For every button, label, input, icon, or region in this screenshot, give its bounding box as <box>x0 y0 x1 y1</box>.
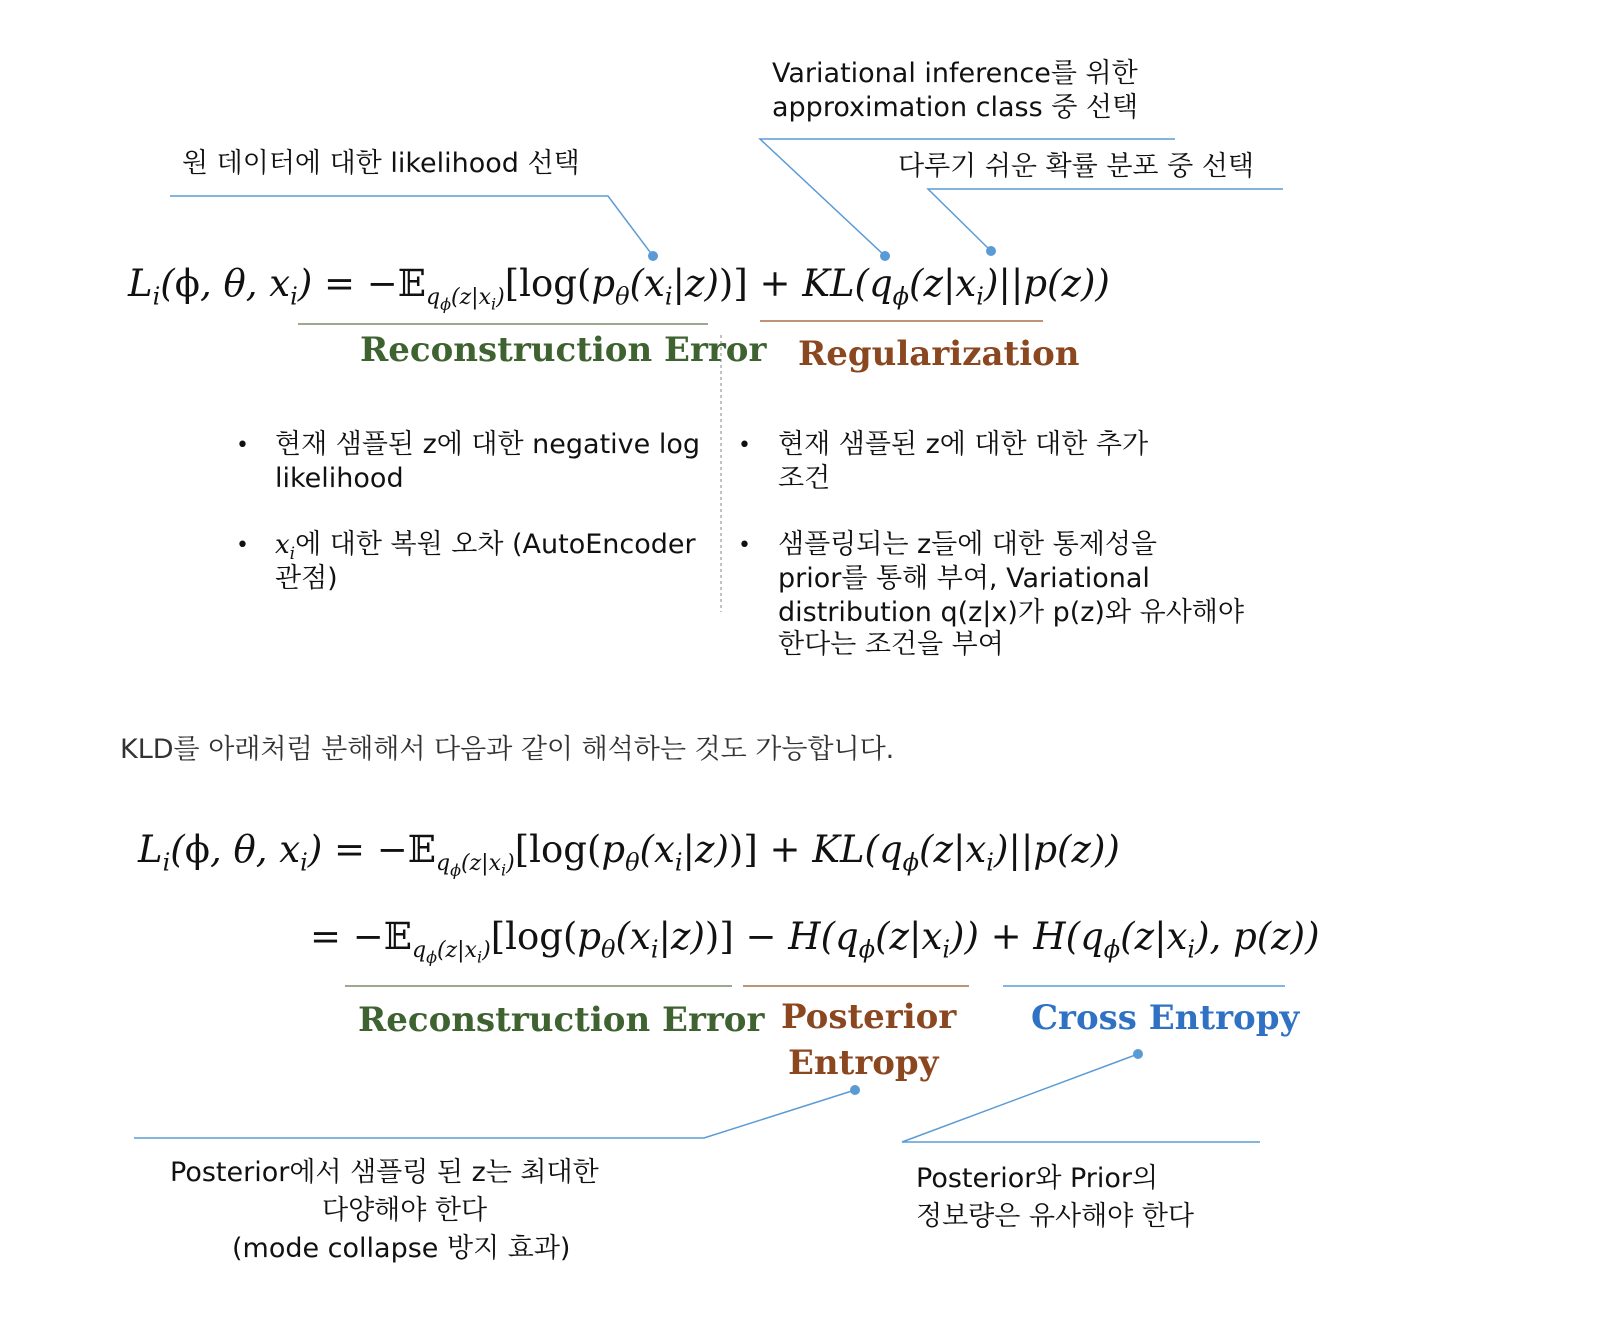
right-bullet-2-line1: 샘플링되는 z들에 대한 통제성을 <box>778 529 1157 560</box>
label-reconstruction-error: Reconstruction Error <box>360 330 767 370</box>
right-bullet-2-line2: prior를 통해 부여, Variational <box>778 563 1150 594</box>
bullet-dot: • <box>738 433 751 458</box>
annotation-likelihood: 원 데이터에 대한 likelihood 선택 <box>182 148 580 179</box>
bullet-dot: • <box>738 533 751 558</box>
left-bullet-2-line1: $x_i$에 대한 복원 오차 (AutoEncoder <box>275 529 696 565</box>
annotation-variational-line2: approximation class 중 선택 <box>772 92 1139 123</box>
left-bullet-1-line1: 현재 샘플된 z에 대한 negative log <box>275 429 700 460</box>
bullet-dot: • <box>236 433 249 458</box>
label-posterior-entropy-line1: Posterior <box>781 997 957 1037</box>
callout-dot-variational <box>880 251 890 261</box>
right-bullet-2-line3: distribution q(z|x)가 p(z)와 유사해야 <box>778 597 1244 628</box>
cross-note-line1: Posterior와 Prior의 <box>916 1163 1159 1194</box>
callout-posterior <box>134 1090 855 1138</box>
callout-likelihood <box>170 196 653 256</box>
left-bullet-1-line2: likelihood <box>275 463 404 494</box>
callout-cross <box>902 1054 1260 1142</box>
posterior-note-line2: 다양해야 한다 <box>322 1195 488 1226</box>
left-bullet-2-line2: 관점) <box>275 563 338 594</box>
posterior-note-line1: Posterior에서 샘플링 된 z는 최대한 <box>170 1157 599 1188</box>
equation-2-line1: $L_i(\phi$, θ, $x_i$) = $-𝔼_{q_\phi(z|x_i)}[\log(p_\theta(x_i|z))] + KL(q_\phi(z|x_i)||p(z))$ <box>138 828 1120 880</box>
right-bullet-2-line4: 한다는 조건을 부여 <box>778 629 1004 660</box>
label-reconstruction-error-2: Reconstruction Error <box>358 1000 765 1040</box>
callout-dot-cross <box>1133 1049 1143 1059</box>
right-bullet-1-line2: 조건 <box>778 463 831 494</box>
label-cross-entropy: Cross Entropy <box>1031 998 1300 1038</box>
posterior-note-line3: (mode collapse 방지 효과) <box>232 1233 571 1264</box>
right-bullet-1-line1: 현재 샘플된 z에 대한 대한 추가 <box>778 429 1149 460</box>
equation-2-line2: = $-𝔼_{q_\phi(z|x_i)}[\log(p_\theta(x_i|z))] - H(q_\phi(z|x_i)) + H(q_\phi(z|x_i)$, p(z)) <box>310 915 1320 967</box>
label-posterior-entropy-line2: Entropy <box>788 1043 939 1083</box>
label-regularization: Regularization <box>798 334 1080 374</box>
annotation-prior: 다루기 쉬운 확률 분포 중 선택 <box>898 151 1254 182</box>
left-bullet-2-text: 에 대한 복원 오차 (AutoEncoder <box>295 529 696 560</box>
cross-note-line2: 정보량은 유사해야 한다 <box>916 1201 1194 1232</box>
equation-1: $L_i(\phi$, θ, $x_i$) = $-𝔼_{q_\phi(z|x_i)}[\log(p_\theta(x_i|z))] + KL(q_\phi(z|x_i)||p(z))$ <box>128 262 1110 314</box>
callout-prior <box>928 189 1283 251</box>
callout-dot-prior <box>986 246 996 256</box>
annotation-variational-line1: Variational inference를 위한 <box>772 58 1138 89</box>
kld-sentence: KLD를 아래처럼 분해해서 다음과 같이 해석하는 것도 가능합니다. <box>120 734 895 765</box>
callout-dot-posterior <box>850 1085 860 1095</box>
bullet-dot: • <box>236 533 249 558</box>
callout-dot-likelihood <box>648 251 658 261</box>
